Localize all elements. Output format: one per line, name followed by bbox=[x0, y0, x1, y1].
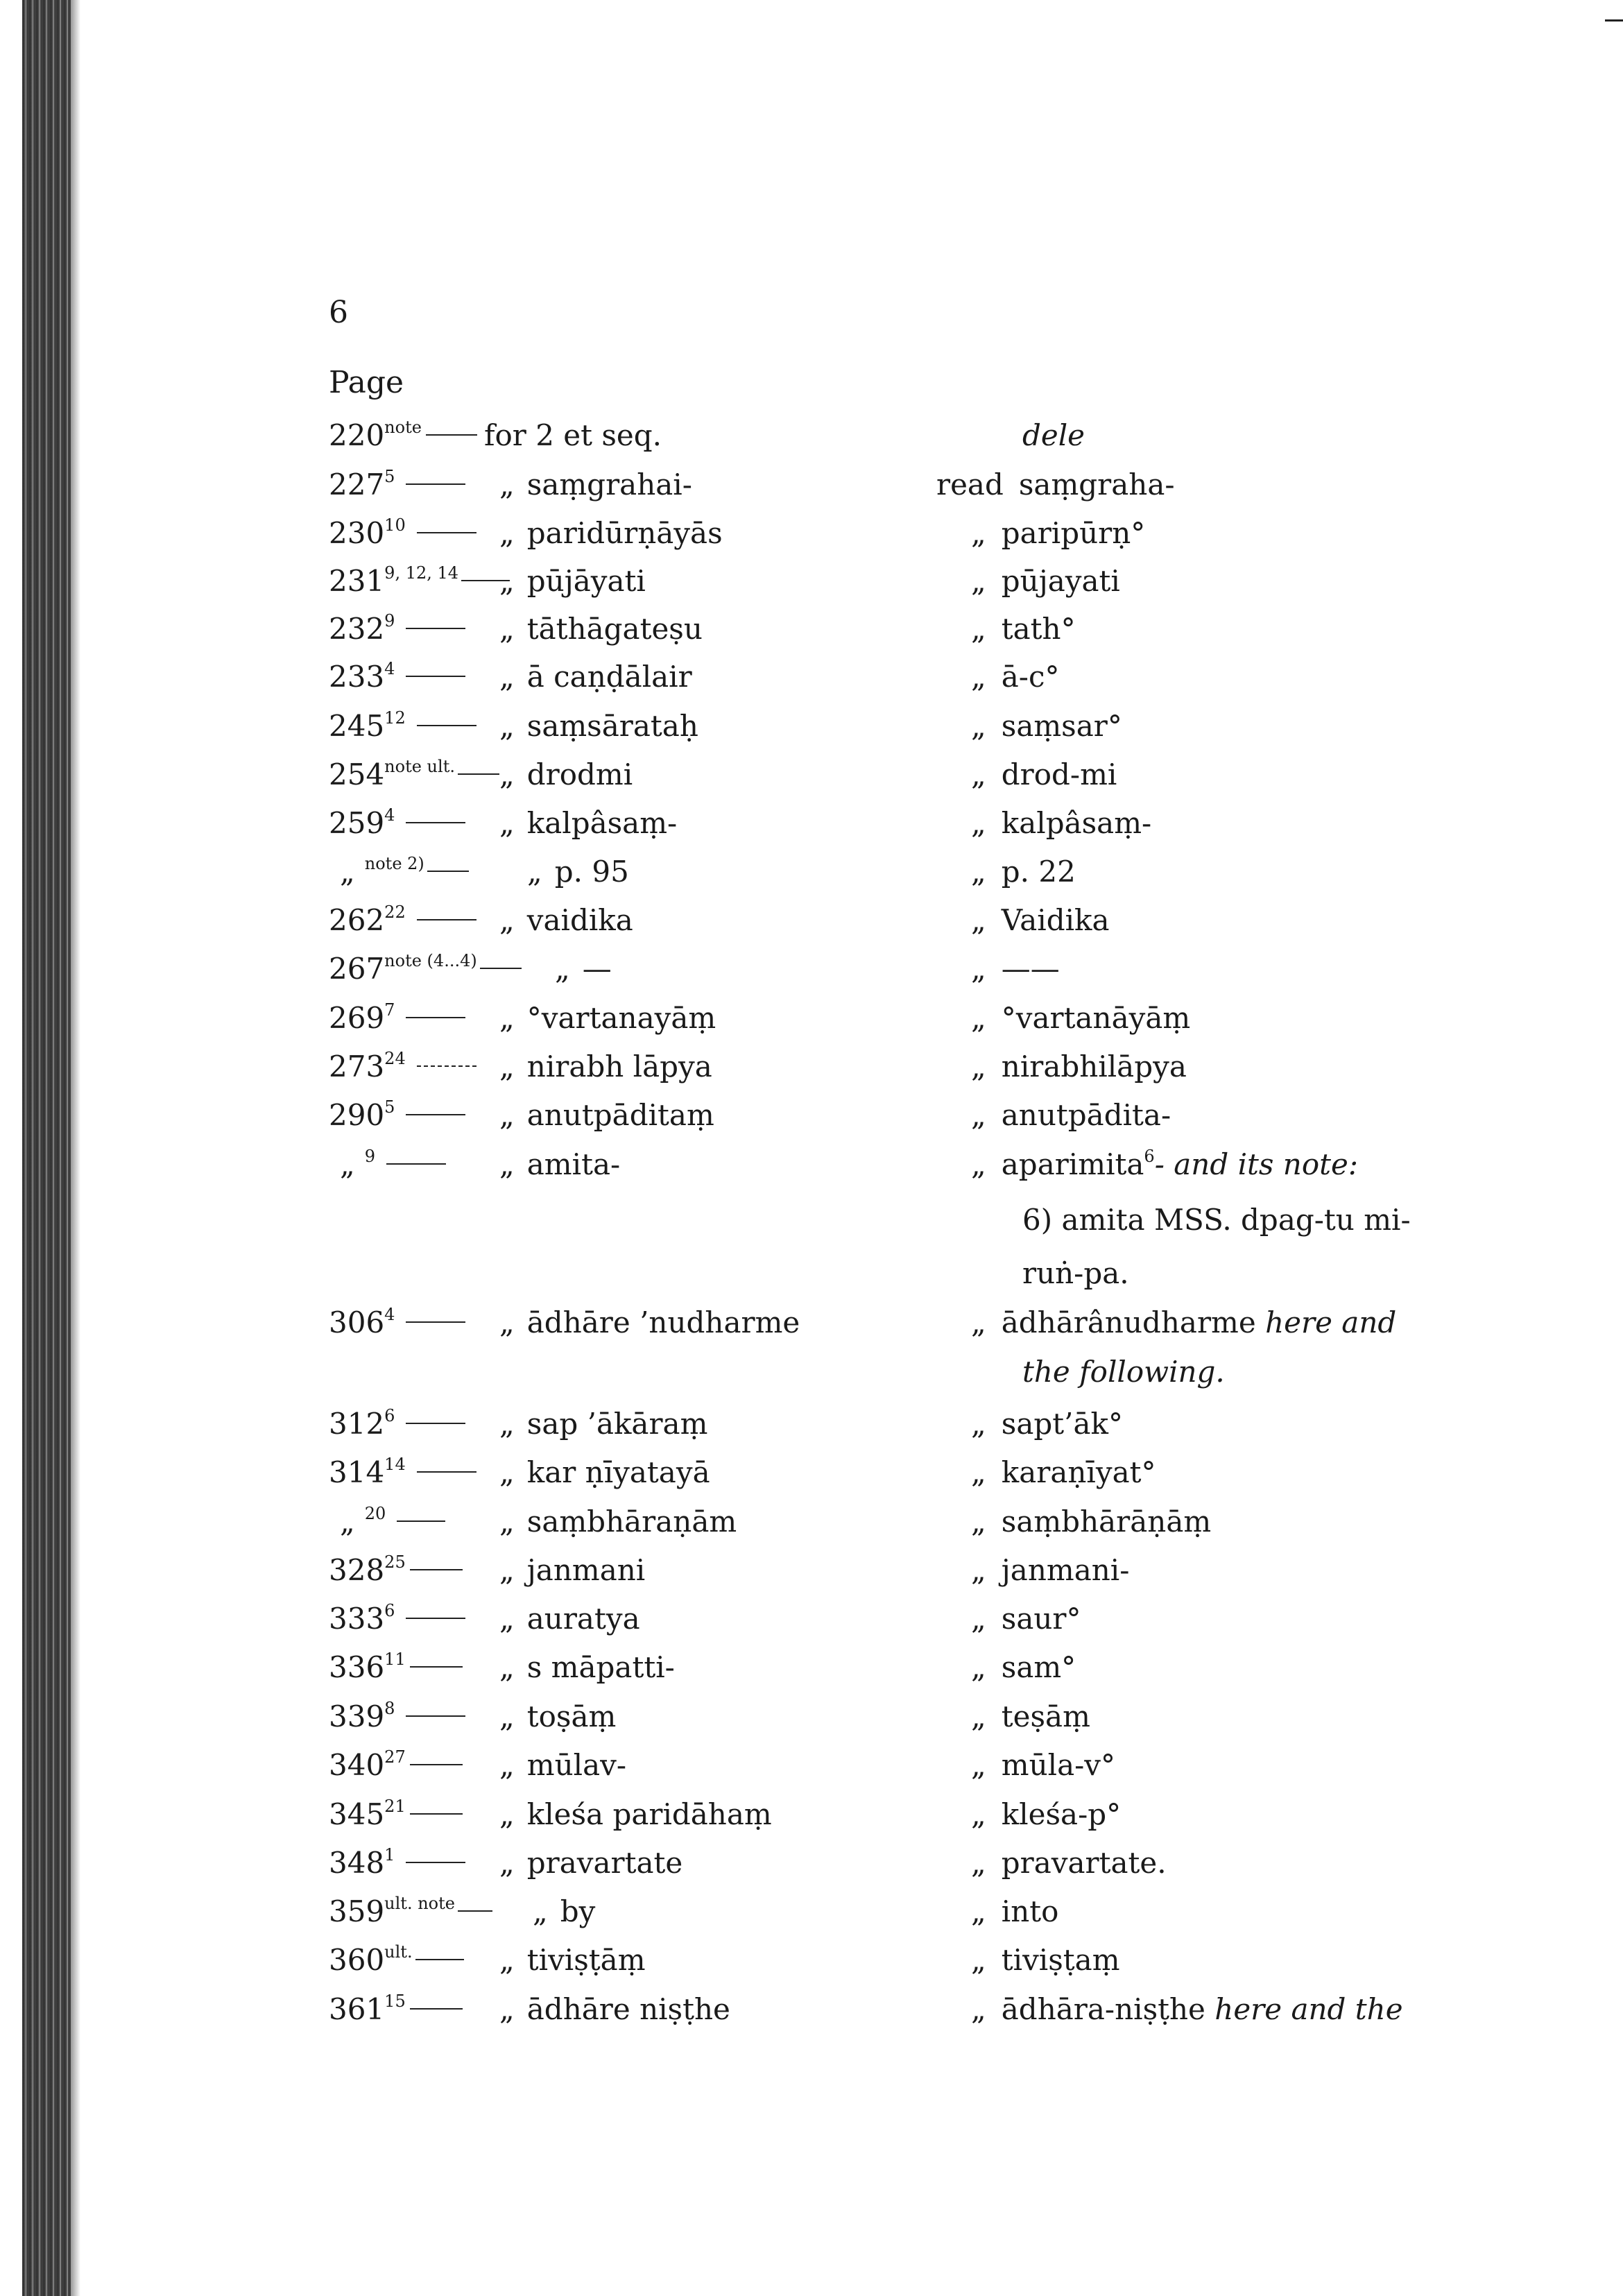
correct-reading: „ tath° bbox=[971, 612, 1076, 646]
wrong-reading: „ saṃsārataḥ bbox=[499, 709, 698, 743]
errata-row bbox=[0, 947, 1623, 991]
page-number: 6 bbox=[329, 295, 348, 330]
wrong-reading: „ kalpâsaṃ- bbox=[499, 806, 678, 840]
page-ref: $220^{note}$ for 2 et seq. bbox=[329, 418, 662, 452]
correct-reading: „ pūjayati bbox=[971, 564, 1120, 598]
correct-reading: „ p. 22 bbox=[971, 855, 1076, 889]
correct-reading: „ sapt’āk° bbox=[971, 1407, 1123, 1441]
correct-reading: „ Vaidika bbox=[971, 903, 1110, 937]
errata-row bbox=[0, 607, 1623, 651]
correct-reading: „ ā-c° bbox=[971, 660, 1060, 694]
wrong-reading: „ toṣāṃ bbox=[499, 1699, 617, 1733]
errata-row bbox=[0, 1045, 1623, 1089]
correct-reading: „ saṃbhārāṇāṃ bbox=[971, 1505, 1212, 1539]
page-ref: $312^6$ bbox=[329, 1402, 472, 1446]
page-ref: $339^8$ bbox=[329, 1695, 472, 1739]
page-ref: $233^4$ bbox=[329, 655, 472, 699]
page-ref: $259^4$ bbox=[329, 801, 472, 846]
wrong-reading: „ ādhāre ’nudharme bbox=[499, 1305, 800, 1339]
correct-reading: „ kalpâsaṃ- bbox=[971, 806, 1152, 840]
note-continuation: ruṅ-pa. bbox=[1022, 1256, 1129, 1290]
wrong-reading: „ s māpatti- bbox=[499, 1650, 675, 1684]
page-ref: „ $^9$ bbox=[340, 1142, 453, 1187]
page-ref: $345^{21}$ bbox=[329, 1792, 470, 1837]
errata-row bbox=[0, 1841, 1623, 1885]
errata-row bbox=[0, 1093, 1623, 1138]
correct-reading: „ °vartanāyāṃ bbox=[971, 1001, 1191, 1035]
page-ref: $361^{15}$ bbox=[329, 1987, 470, 2032]
wrong-reading: „ ādhāre niṣṭhe bbox=[499, 1992, 730, 2026]
errata-row bbox=[0, 1743, 1623, 1788]
wrong-reading: „ amita- bbox=[499, 1147, 621, 1181]
errata-row bbox=[0, 1792, 1623, 1837]
wrong-reading: „ drodmi bbox=[499, 757, 633, 791]
correct-reading: „ aparimita$^6$- and its note: bbox=[971, 1147, 1359, 1181]
wrong-reading: „ kleśa paridāhaṃ bbox=[499, 1797, 772, 1831]
errata-row bbox=[0, 1597, 1623, 1641]
page-ref: $262^{22}$ bbox=[329, 898, 483, 943]
errata-row bbox=[0, 1548, 1623, 1593]
wrong-reading: „ sap ’ākāraṃ bbox=[499, 1407, 708, 1441]
errata-row bbox=[0, 753, 1623, 797]
page-ref: $267^{note (4...4)}$ bbox=[329, 947, 529, 991]
wrong-reading: „ ā caṇḍālair bbox=[499, 660, 692, 694]
wrong-reading: „ nirabh lāpya bbox=[499, 1050, 712, 1083]
errata-row bbox=[0, 704, 1623, 748]
correct-reading: „ sam° bbox=[971, 1650, 1076, 1684]
errata-row bbox=[0, 1695, 1623, 1739]
page-ref: $290^5$ bbox=[329, 1093, 472, 1138]
correction-action: dele bbox=[1022, 418, 1085, 452]
wrong-reading: „ pravartate bbox=[499, 1846, 683, 1880]
page-ref: „ $^{20}$ bbox=[340, 1500, 452, 1544]
page-ref: $306^4$ bbox=[329, 1301, 472, 1345]
page-ref: $227^5$ bbox=[329, 463, 472, 507]
dash bbox=[426, 434, 477, 436]
page-ref: $254^{note ult.}$ bbox=[329, 753, 506, 797]
wrong-reading: „ vaidika bbox=[499, 903, 633, 937]
wrong-reading: „ kar ṇīyatayā bbox=[499, 1455, 710, 1489]
errata-row bbox=[0, 511, 1623, 556]
page-ref: $360^{ult.}$ bbox=[329, 1938, 471, 1982]
wrong-reading: „ anutpāditaṃ bbox=[499, 1098, 714, 1132]
note-continuation: 6) amita MSS. dpag-tu mi- bbox=[1022, 1203, 1411, 1237]
correct-reading: „ janmani- bbox=[971, 1553, 1130, 1587]
wrong-reading: „ tiviṣṭāṃ bbox=[499, 1943, 646, 1977]
correct-reading: „ teṣāṃ bbox=[971, 1699, 1090, 1733]
wrong-reading: „ auratya bbox=[499, 1602, 640, 1636]
page-ref: 231$^{9, 12, 14}$ bbox=[329, 559, 517, 603]
note-continuation: the following. bbox=[1022, 1355, 1225, 1389]
page-ref: $245^{12}$ bbox=[329, 704, 483, 748]
correct-reading: „ ādhāra-niṣṭhe here and the bbox=[971, 1992, 1403, 2026]
correct-reading: „ drod-mi bbox=[971, 757, 1117, 791]
wrong-reading: „ — bbox=[555, 952, 612, 986]
errata-row bbox=[0, 1142, 1623, 1187]
page-ref: $269^7$ bbox=[329, 996, 472, 1040]
correct-reading: „ saur° bbox=[971, 1602, 1081, 1636]
correct-reading: „ tiviṣṭaṃ bbox=[971, 1943, 1120, 1977]
wrong-reading: „ °vartanayāṃ bbox=[499, 1001, 716, 1035]
page-ref: „ $^{note 2)}$ bbox=[340, 850, 476, 894]
wrong-reading: „ paridūrṇāyās bbox=[499, 516, 723, 550]
correct-reading: read saṃgraha- bbox=[936, 468, 1175, 502]
page-ref: $232^9$ bbox=[329, 607, 472, 651]
correct-reading: „ ādhārânudharme here and bbox=[971, 1305, 1397, 1339]
page-ref: $230^{10}$ bbox=[329, 511, 483, 556]
page-ref: $336^{11}$ bbox=[329, 1645, 470, 1690]
errata-row bbox=[0, 463, 1623, 507]
wrong-reading: „ by bbox=[533, 1894, 596, 1928]
page-ref: $328^{25}$ bbox=[329, 1548, 470, 1593]
errata-row bbox=[0, 898, 1623, 943]
correct-reading: „ anutpādita- bbox=[971, 1098, 1171, 1132]
errata-row bbox=[0, 1987, 1623, 2032]
errata-row bbox=[0, 1890, 1623, 1934]
wrong-reading: „ mūlav- bbox=[499, 1748, 627, 1782]
correct-reading: „ —— bbox=[971, 952, 1060, 986]
page-ref: $359^{ult. note}$ bbox=[329, 1890, 499, 1934]
column-header-page: Page bbox=[329, 365, 404, 400]
wrong-reading: „ janmani bbox=[499, 1553, 646, 1587]
errata-row bbox=[0, 801, 1623, 846]
wrong-reading: „ pūjāyati bbox=[499, 564, 646, 598]
correct-reading: „ pravartate. bbox=[971, 1846, 1167, 1880]
page-ref: $340^{27}$ bbox=[329, 1743, 470, 1788]
wrong-reading: „ saṃgrahai- bbox=[499, 468, 692, 502]
errata-row bbox=[0, 1301, 1623, 1345]
correct-reading: „ karaṇīyat° bbox=[971, 1455, 1156, 1489]
errata-row bbox=[0, 1938, 1623, 1982]
correct-reading: „ paripūrṇ° bbox=[971, 516, 1146, 550]
page-ref: $333^6$ bbox=[329, 1597, 472, 1641]
correct-reading: „ kleśa-p° bbox=[971, 1797, 1122, 1831]
errata-row bbox=[0, 1450, 1623, 1495]
page-ref: $273^{24}$ bbox=[329, 1045, 483, 1089]
correct-reading: „ mūla-v° bbox=[971, 1748, 1116, 1782]
errata-row bbox=[0, 1402, 1623, 1446]
errata-row bbox=[0, 996, 1623, 1040]
page-ref: $348^1$ bbox=[329, 1841, 472, 1885]
wrong-reading: „ saṃbhāraṇām bbox=[499, 1505, 737, 1539]
wrong-reading: „ tāthāgateṣu bbox=[499, 612, 703, 646]
errata-row bbox=[0, 655, 1623, 699]
correct-reading: „ nirabhilāpya bbox=[971, 1050, 1187, 1083]
wrong-reading: „ p. 95 bbox=[527, 855, 629, 889]
errata-row bbox=[0, 850, 1623, 894]
correct-reading: „ saṃsar° bbox=[971, 709, 1122, 743]
errata-row bbox=[0, 559, 1623, 603]
errata-row bbox=[0, 413, 1623, 458]
page-ref: $314^{14}$ bbox=[329, 1450, 483, 1495]
corner-mark bbox=[1605, 19, 1623, 22]
errata-row bbox=[0, 1645, 1623, 1690]
correct-reading: „ into bbox=[971, 1894, 1059, 1928]
errata-row bbox=[0, 1500, 1623, 1544]
wrong-text: for 2 et seq. bbox=[483, 418, 662, 452]
